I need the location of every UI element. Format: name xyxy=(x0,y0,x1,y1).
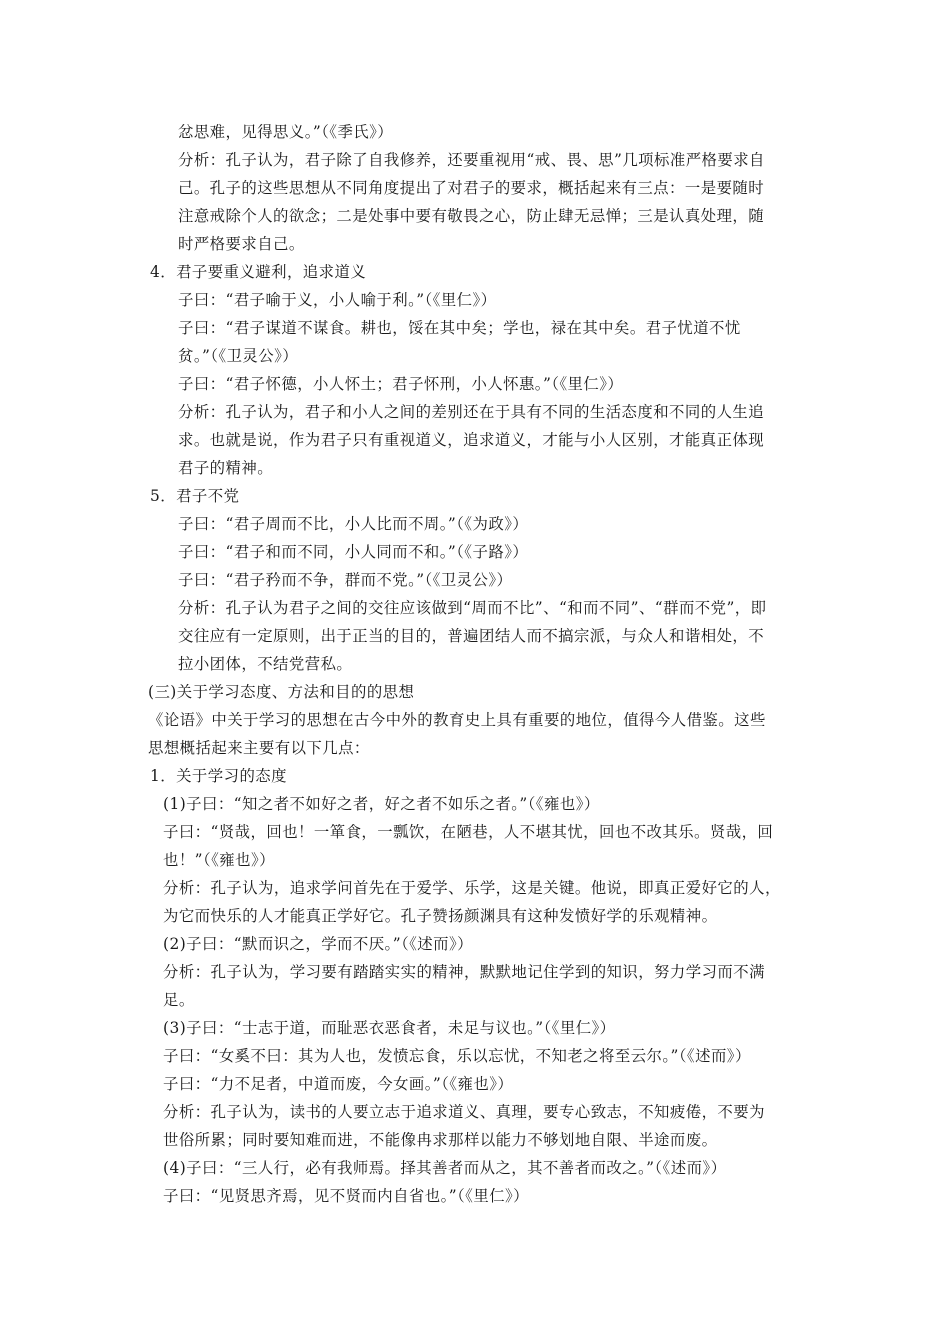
text-line: 子曰：“君子周而不比，小人比而不周。”（《为政》） xyxy=(178,515,529,533)
text-line: 子曰：“力不足者，中道而废，今女画。”（《雍也》） xyxy=(163,1075,514,1093)
text-line: 拉小团体，不结党营私。 xyxy=(178,655,353,673)
text-line: 世俗所累；同时要知难而进，不能像冉求那样以能力不够划地自限、半途而废。 xyxy=(163,1131,718,1149)
text-line: 子曰：“女奚不曰：其为人也，发愤忘食，乐以忘忧，不知老之将至云尔。”（《述而》） xyxy=(163,1047,751,1065)
text-line: 分析：孔子认为，追求学问首先在于爱学、乐学，这是关键。他说，即真正爱好它的人， xyxy=(163,879,781,897)
text-line: 贫。”（《卫灵公》） xyxy=(178,347,299,365)
text-line: 注意戒除个人的欲念；二是处事中要有敬畏之心，防止肆无忌惮；三是认真处理，随 xyxy=(178,207,765,225)
text-line: 分析：孔子认为，君子和小人之间的差别还在于具有不同的生活态度和不同的人生追 xyxy=(178,403,765,421)
text-line: 交往应有一定原则，出于正当的目的，普遍团结人而不搞宗派，与众人和谐相处，不 xyxy=(178,627,765,645)
text-line: 子曰：“君子怀德，小人怀土；君子怀刑，小人怀惠。”（《里仁》） xyxy=(178,375,624,393)
text-line: (1)子曰：“知之者不如好之者，好之者不如乐之者。”（《雍也》） xyxy=(163,795,600,813)
text-line: 《论语》中关于学习的思想在古今中外的教育史上具有重要的地位，值得今人借鉴。这些 xyxy=(148,711,766,729)
text-line: 子曰：“君子和而不同，小人同而不和。”（《子路》） xyxy=(178,543,529,561)
text-line: 子曰：“贤哉，回也！一箪食，一瓢饮，在陋巷，人不堪其忧，回也不改其乐。贤哉，回 xyxy=(163,823,774,841)
text-line: 君子的精神。 xyxy=(178,459,274,477)
text-line: 为它而快乐的人才能真正学好它。孔子赞扬颜渊具有这种发愤好学的乐观精神。 xyxy=(163,907,718,925)
text-line: 子曰：“见贤思齐焉，见不贤而内自省也。”（《里仁》） xyxy=(163,1187,530,1205)
text-line: 分析：孔子认为，学习要有踏踏实实的精神，默默地记住学到的知识，努力学习而不满 xyxy=(163,963,765,981)
text-line: 子曰：“君子喻于义，小人喻于利。”（《里仁》） xyxy=(178,291,497,309)
section-heading: 4．君子要重义避利，追求道义 xyxy=(150,263,367,281)
section-heading: 1．关于学习的态度 xyxy=(150,767,287,785)
text-line: 分析：孔子认为，君子除了自我修养，还要重视用“戒、畏、思”几项标准严格要求自 xyxy=(178,151,765,169)
text-line: 忿思难，见得思义。”（《季氏》） xyxy=(178,123,394,141)
text-line: 求。也就是说，作为君子只有重视道义，追求道义，才能与小人区别，才能真正体现 xyxy=(178,431,765,449)
text-line: 也！”（《雍也》） xyxy=(163,851,275,869)
text-line: 子曰：“君子谋道不谋食。耕也，馁在其中矣；学也，禄在其中矣。君子忧道不忧 xyxy=(178,319,741,337)
text-line: (2)子曰：“默而识之，学而不厌。”（《述而》） xyxy=(163,935,473,953)
text-line: 分析：孔子认为君子之间的交往应该做到“周而不比”、“和而不同”、“群而不党”，即 xyxy=(178,599,767,617)
text-line: 足。 xyxy=(163,991,195,1009)
text-line: 思想概括起来主要有以下几点： xyxy=(148,739,370,757)
text-line: 己。孔子的这些思想从不同角度提出了对君子的要求，概括起来有三点：一是要随时 xyxy=(178,179,765,197)
section-heading: (三)关于学习态度、方法和目的的思想 xyxy=(148,683,415,701)
text-line: 子曰：“君子矜而不争，群而不党。”（《卫灵公》） xyxy=(178,571,513,589)
section-heading: 5．君子不党 xyxy=(150,487,240,505)
text-line: (3)子曰：“士志于道，而耻恶衣恶食者，未足与议也。”（《里仁》） xyxy=(163,1019,616,1037)
text-line: 时严格要求自己。 xyxy=(178,235,305,253)
text-line: 分析：孔子认为，读书的人要立志于追求道义、真理，要专心致志，不知疲倦，不要为 xyxy=(163,1103,765,1121)
text-line: (4)子曰：“三人行，必有我师焉。择其善者而从之，其不善者而改之。”（《述而》） xyxy=(163,1159,727,1177)
